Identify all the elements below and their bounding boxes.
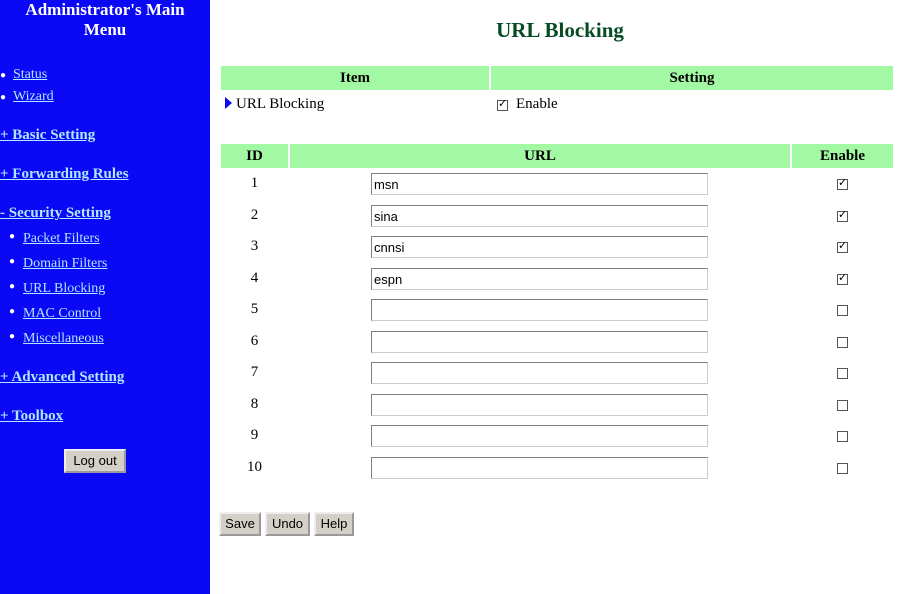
sidebar-item-security-setting[interactable]: - Security Setting [0,205,111,221]
sidebar-title [0,0,210,40]
url-input[interactable] [371,205,708,227]
url-blocking-row-label [225,96,324,113]
sidebar-item-packet-filters[interactable]: Packet Filters [23,231,100,246]
url-input[interactable] [371,268,708,290]
header-url: URL [290,144,790,168]
sidebar-item-miscellaneous[interactable]: Miscellaneous [23,331,104,346]
header-id: ID [221,144,288,168]
url-input[interactable] [371,425,708,447]
row-id: 1 [250,175,259,191]
url-enable-checkbox[interactable] [837,242,848,253]
bullet-icon: ● [9,231,16,242]
row-id: 8 [250,396,259,412]
url-enable-checkbox[interactable] [837,305,848,316]
row-id: 6 [250,333,259,349]
page-title: URL Blocking [496,18,624,42]
url-input[interactable] [371,457,708,479]
sidebar-item-status[interactable]: Status [13,67,48,82]
bullet-icon: ● [9,306,16,317]
row-id: 2 [250,207,259,223]
row-id: 9 [250,427,259,443]
url-blocking-label: URL Blocking [236,96,325,112]
undo-button[interactable]: Undo [265,512,310,536]
sidebar [0,0,210,594]
help-button[interactable]: Help [314,512,354,536]
sidebar-item-wizard[interactable]: Wizard [13,89,54,104]
url-enable-checkbox[interactable] [837,179,848,190]
row-id: 3 [250,238,259,254]
header-setting: Setting [491,66,893,90]
bullet-icon: ● [9,281,16,292]
header-enable: Enable [792,144,893,168]
enable-url-blocking-checkbox[interactable] [497,100,508,111]
url-input[interactable] [371,394,708,416]
bullet-icon: ● [9,331,16,342]
url-enable-checkbox[interactable] [837,368,848,379]
row-id: 10 [247,459,262,475]
sidebar-item-advanced-setting[interactable]: + Advanced Setting [0,369,125,385]
url-input[interactable] [371,299,708,321]
sidebar-item-toolbox[interactable]: + Toolbox [0,408,64,424]
url-enable-checkbox[interactable] [837,431,848,442]
sidebar-item-domain-filters[interactable]: Domain Filters [23,256,108,271]
row-id: 5 [250,301,259,317]
arrow-right-icon [225,97,232,109]
sidebar-item-url-blocking[interactable]: URL Blocking [23,281,106,296]
header-item: Item [221,66,489,90]
url-enable-checkbox[interactable] [837,337,848,348]
enable-label: Enable [516,96,558,112]
row-id: 4 [250,270,259,286]
url-enable-checkbox[interactable] [837,400,848,411]
bullet-icon: ● [0,70,7,81]
url-enable-checkbox[interactable] [837,463,848,474]
url-input[interactable] [371,173,708,195]
bullet-icon: ● [9,256,16,267]
sidebar-item-forwarding-rules[interactable]: + Forwarding Rules [0,166,129,182]
row-id: 7 [250,364,259,380]
sidebar-title-line2: Menu [83,20,127,39]
url-enable-checkbox[interactable] [837,211,848,222]
bullet-icon: ● [0,92,7,103]
url-input[interactable] [371,331,708,353]
url-input[interactable] [371,362,708,384]
sidebar-title-line1: Administrator's Main [25,0,185,19]
url-input[interactable] [371,236,708,258]
logout-button[interactable]: Log out [64,449,126,473]
sidebar-item-mac-control[interactable]: MAC Control [23,306,102,321]
sidebar-item-basic-setting[interactable]: + Basic Setting [0,127,96,143]
save-button[interactable]: Save [219,512,261,536]
url-enable-checkbox[interactable] [837,274,848,285]
